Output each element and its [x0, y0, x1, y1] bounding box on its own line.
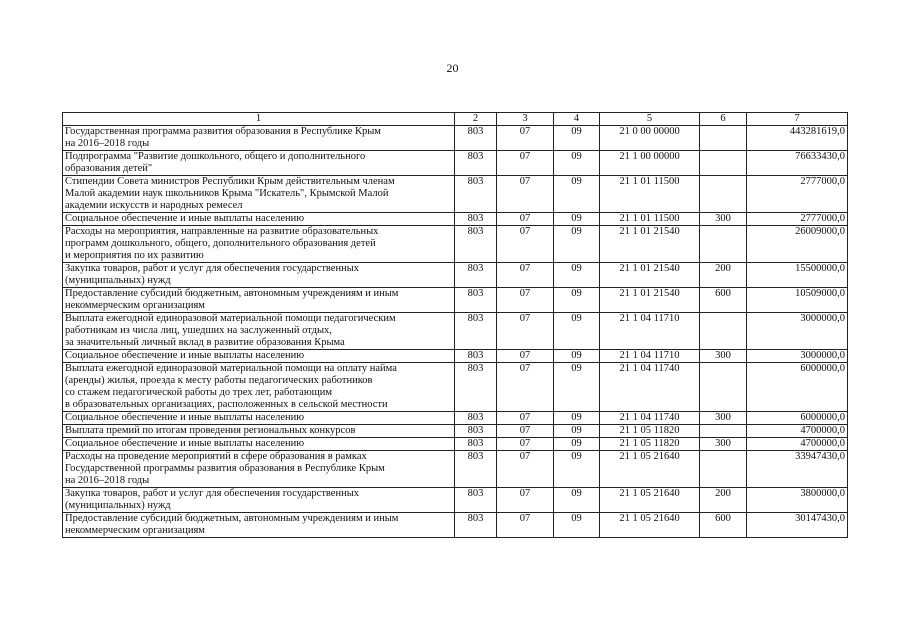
- target-article-code: 21 1 01 11500: [600, 213, 700, 226]
- item-name: Выплата ежегодной единоразовой материальной помощи на оплату найма (аренды) жилья, проезда к месту работы педагогических работников со стажем педагогической работы до трех лет, работающим в образовательных организациях, расположенных в сельской местности: [63, 363, 455, 412]
- page-number: 20: [446, 61, 459, 75]
- expense-type-code: [700, 151, 747, 176]
- subsection-code: 09: [554, 350, 600, 363]
- expense-type-code: 300: [700, 412, 747, 425]
- amount: 443281619,0: [747, 126, 848, 151]
- ministry-code: 803: [455, 226, 497, 263]
- section-code: 07: [497, 425, 554, 438]
- target-article-code: 21 1 05 21640: [600, 451, 700, 488]
- subsection-code: 09: [554, 488, 600, 513]
- item-name: Подпрограмма "Развитие дошкольного, общего и дополнительного образования детей": [63, 151, 455, 176]
- amount: 33947430,0: [747, 451, 848, 488]
- amount: 6000000,0: [747, 412, 848, 425]
- subsection-code: 09: [554, 513, 600, 538]
- subsection-code: 09: [554, 412, 600, 425]
- item-name: Расходы на проведение мероприятий в сфере образования в рамках Государственной программы развития образования в Республике Крым на 2016–2018 годы: [63, 451, 455, 488]
- item-name: Предоставление субсидий бюджетным, автономным учреждениям и иным некоммерческим организациям: [63, 513, 455, 538]
- item-name: Государственная программа развития образования в Республике Крым на 2016–2018 годы: [63, 126, 455, 151]
- ministry-code: 803: [455, 350, 497, 363]
- subsection-code: 09: [554, 425, 600, 438]
- ministry-code: 803: [455, 438, 497, 451]
- expense-type-code: [700, 226, 747, 263]
- expense-type-code: [700, 425, 747, 438]
- ministry-code: 803: [455, 126, 497, 151]
- subsection-code: 09: [554, 263, 600, 288]
- amount: 3800000,0: [747, 488, 848, 513]
- subsection-code: 09: [554, 126, 600, 151]
- target-article-code: 21 1 01 21540: [600, 263, 700, 288]
- table-row: [63, 438, 848, 451]
- section-code: 07: [497, 213, 554, 226]
- expense-type-code: 200: [700, 263, 747, 288]
- table-row: [63, 176, 848, 213]
- ministry-code: 803: [455, 513, 497, 538]
- item-name: Выплата ежегодной единоразовой материальной помощи педагогическим работникам из числа лиц, ушедших на заслуженный отдых, за значительный личный вклад в развитие образования Крыма: [63, 313, 455, 350]
- amount: 30147430,0: [747, 513, 848, 538]
- subsection-code: 09: [554, 363, 600, 412]
- ministry-code: 803: [455, 176, 497, 213]
- ministry-code: 803: [455, 412, 497, 425]
- expense-type-code: 300: [700, 213, 747, 226]
- table-row: [63, 213, 848, 226]
- table-row: [63, 350, 848, 363]
- table-row: [63, 263, 848, 288]
- table-row: [63, 126, 848, 151]
- table-row: [63, 151, 848, 176]
- subsection-code: 09: [554, 438, 600, 451]
- subsection-code: 09: [554, 176, 600, 213]
- expense-type-code: 600: [700, 513, 747, 538]
- subsection-code: 09: [554, 226, 600, 263]
- section-code: 07: [497, 176, 554, 213]
- expense-type-code: 300: [700, 438, 747, 451]
- expense-type-code: 600: [700, 288, 747, 313]
- table-row: [63, 425, 848, 438]
- expense-type-code: [700, 176, 747, 213]
- target-article-code: 21 1 01 21540: [600, 226, 700, 263]
- item-name: Расходы на мероприятия, направленные на развитие образовательных программ дошкольного, общего, дополнительного образования детей и мероприятия по их развитию: [63, 226, 455, 263]
- expense-type-code: [700, 363, 747, 412]
- section-code: 07: [497, 151, 554, 176]
- target-article-code: 21 1 04 11710: [600, 313, 700, 350]
- section-code: 07: [497, 363, 554, 412]
- expense-type-code: 300: [700, 350, 747, 363]
- ministry-code: 803: [455, 425, 497, 438]
- target-article-code: 21 1 05 11820: [600, 425, 700, 438]
- subsection-code: 09: [554, 213, 600, 226]
- amount: 76633430,0: [747, 151, 848, 176]
- target-article-code: 21 1 04 11740: [600, 363, 700, 412]
- expense-type-code: [700, 126, 747, 151]
- expense-type-code: [700, 313, 747, 350]
- target-article-code: 21 1 00 00000: [600, 151, 700, 176]
- amount: 6000000,0: [747, 363, 848, 412]
- ministry-code: 803: [455, 488, 497, 513]
- section-code: 07: [497, 126, 554, 151]
- item-name: Социальное обеспечение и иные выплаты населению: [63, 438, 455, 451]
- table-row: [63, 226, 848, 263]
- section-code: 07: [497, 226, 554, 263]
- column-header: 4: [554, 113, 600, 126]
- target-article-code: 21 1 01 11500: [600, 176, 700, 213]
- column-header: 5: [600, 113, 700, 126]
- table-row: [63, 488, 848, 513]
- expense-type-code: 200: [700, 488, 747, 513]
- target-article-code: 21 1 01 21540: [600, 288, 700, 313]
- ministry-code: 803: [455, 363, 497, 412]
- item-name: Социальное обеспечение и иные выплаты населению: [63, 213, 455, 226]
- target-article-code: 21 0 00 00000: [600, 126, 700, 151]
- target-article-code: 21 1 05 21640: [600, 488, 700, 513]
- ministry-code: 803: [455, 451, 497, 488]
- item-name: Закупка товаров, работ и услуг для обеспечения государственных (муниципальных) нужд: [63, 263, 455, 288]
- amount: 2777000,0: [747, 176, 848, 213]
- table-row: [63, 288, 848, 313]
- section-code: 07: [497, 513, 554, 538]
- subsection-code: 09: [554, 313, 600, 350]
- amount: 15500000,0: [747, 263, 848, 288]
- target-article-code: 21 1 04 11710: [600, 350, 700, 363]
- item-name: Закупка товаров, работ и услуг для обеспечения государственных (муниципальных) нужд: [63, 488, 455, 513]
- target-article-code: 21 1 04 11740: [600, 412, 700, 425]
- amount: 26009000,0: [747, 226, 848, 263]
- section-code: 07: [497, 451, 554, 488]
- item-name: Социальное обеспечение и иные выплаты населению: [63, 350, 455, 363]
- ministry-code: 803: [455, 288, 497, 313]
- amount: 10509000,0: [747, 288, 848, 313]
- table-row: [63, 412, 848, 425]
- table-row: [63, 513, 848, 538]
- table-row: [63, 313, 848, 350]
- section-code: 07: [497, 488, 554, 513]
- item-name: Выплата премий по итогам проведения региональных конкурсов: [63, 425, 455, 438]
- column-header: 2: [455, 113, 497, 126]
- target-article-code: 21 1 05 11820: [600, 438, 700, 451]
- subsection-code: 09: [554, 451, 600, 488]
- column-header: 1: [63, 113, 455, 126]
- budget-table: [62, 112, 848, 538]
- subsection-code: 09: [554, 151, 600, 176]
- ministry-code: 803: [455, 213, 497, 226]
- section-code: 07: [497, 263, 554, 288]
- column-header: 7: [747, 113, 848, 126]
- target-article-code: 21 1 05 21640: [600, 513, 700, 538]
- column-header: 6: [700, 113, 747, 126]
- section-code: 07: [497, 438, 554, 451]
- amount: 3000000,0: [747, 313, 848, 350]
- section-code: 07: [497, 313, 554, 350]
- item-name: Предоставление субсидий бюджетным, автономным учреждениям и иным некоммерческим организациям: [63, 288, 455, 313]
- amount: 3000000,0: [747, 350, 848, 363]
- ministry-code: 803: [455, 263, 497, 288]
- section-code: 07: [497, 288, 554, 313]
- amount: 2777000,0: [747, 213, 848, 226]
- column-header: 3: [497, 113, 554, 126]
- ministry-code: 803: [455, 313, 497, 350]
- section-code: 07: [497, 412, 554, 425]
- amount: 4700000,0: [747, 438, 848, 451]
- table-body: [63, 126, 848, 538]
- table-header-row: [63, 113, 848, 126]
- subsection-code: 09: [554, 288, 600, 313]
- table-row: [63, 451, 848, 488]
- expense-type-code: [700, 451, 747, 488]
- item-name: Стипендии Совета министров Республики Крым действительным членам Малой академии наук школьников Крыма "Искатель", Крымской Малой академии искусств и народных ремесел: [63, 176, 455, 213]
- amount: 4700000,0: [747, 425, 848, 438]
- table-row: [63, 363, 848, 412]
- section-code: 07: [497, 350, 554, 363]
- item-name: Социальное обеспечение и иные выплаты населению: [63, 412, 455, 425]
- ministry-code: 803: [455, 151, 497, 176]
